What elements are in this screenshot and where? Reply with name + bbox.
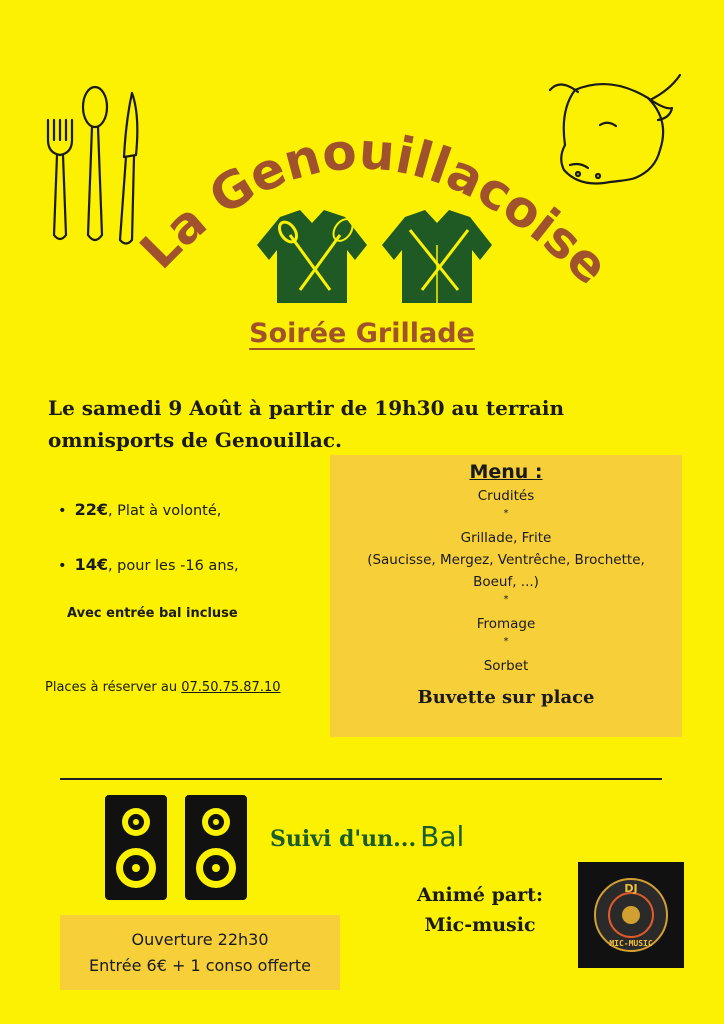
menu-separator: *: [503, 636, 509, 647]
reservation-label: Places à réserver au: [45, 680, 182, 695]
cow-icon: [540, 70, 690, 200]
chef-jacket-icon-2: [380, 205, 495, 305]
reservation-phone[interactable]: 07.50.75.87.10: [181, 680, 281, 695]
dj-logo-graphic: [578, 862, 684, 968]
menu-main: Grillade, Frite: [460, 530, 552, 546]
title-text: La Genouillacoise: [129, 122, 620, 296]
price-adult-amount: 22€: [74, 500, 108, 519]
menu-cheese: Fromage: [476, 616, 536, 632]
menu-title: Menu :: [469, 461, 543, 483]
dj-logo-bottom-text: MIC-MUSIC: [609, 939, 653, 948]
price-child: • 14€, pour les -16 ans,: [58, 555, 239, 574]
animation-credit: [380, 880, 580, 940]
event-intro: Le samedi 9 Août à partir de 19h30 au terrain omnisports de Genouillac.: [48, 396, 565, 452]
bal-word: Bal: [420, 820, 465, 853]
price-child-text: , pour les -16 ans,: [107, 558, 239, 574]
menu-starter: Crudités: [477, 488, 535, 504]
cutlery-icon: [40, 85, 150, 255]
reservation-line: [45, 680, 281, 695]
menu-main-detail: (Saucisse, Mergez, Ventrêche, Brochette,: [367, 552, 645, 568]
animation-line2: Mic-music: [424, 914, 536, 936]
menu-buvette: Buvette sur place: [417, 687, 595, 708]
bal-included-note: Avec entrée bal incluse: [67, 606, 238, 621]
dj-logo: [578, 862, 684, 968]
animation-line1: Animé part:: [417, 884, 543, 906]
speakers-icon: [100, 790, 255, 905]
menu-box: [330, 455, 682, 737]
chef-jacket-icon: [255, 205, 370, 305]
price-adult: • 22€, Plat à volonté,: [58, 500, 222, 519]
subtitle: Soirée Grillade: [249, 318, 475, 349]
dj-logo-top-text: DJ: [624, 882, 638, 895]
opening-time: Ouverture 22h30: [131, 930, 269, 949]
menu-separator: *: [503, 508, 509, 519]
opening-box: [60, 915, 340, 990]
section-divider: [60, 778, 662, 780]
menu-dessert: Sorbet: [483, 658, 529, 674]
price-child-amount: 14€: [74, 555, 108, 574]
bal-prefix: Suivi d'un...: [270, 826, 417, 852]
menu-separator: *: [503, 594, 509, 605]
entry-price: Entrée 6€ + 1 conso offerte: [88, 956, 311, 975]
followed-by-bal: [270, 820, 464, 853]
menu-main-detail-2: Boeuf, ...): [473, 574, 539, 590]
price-adult-text: , Plat à volonté,: [107, 503, 222, 519]
